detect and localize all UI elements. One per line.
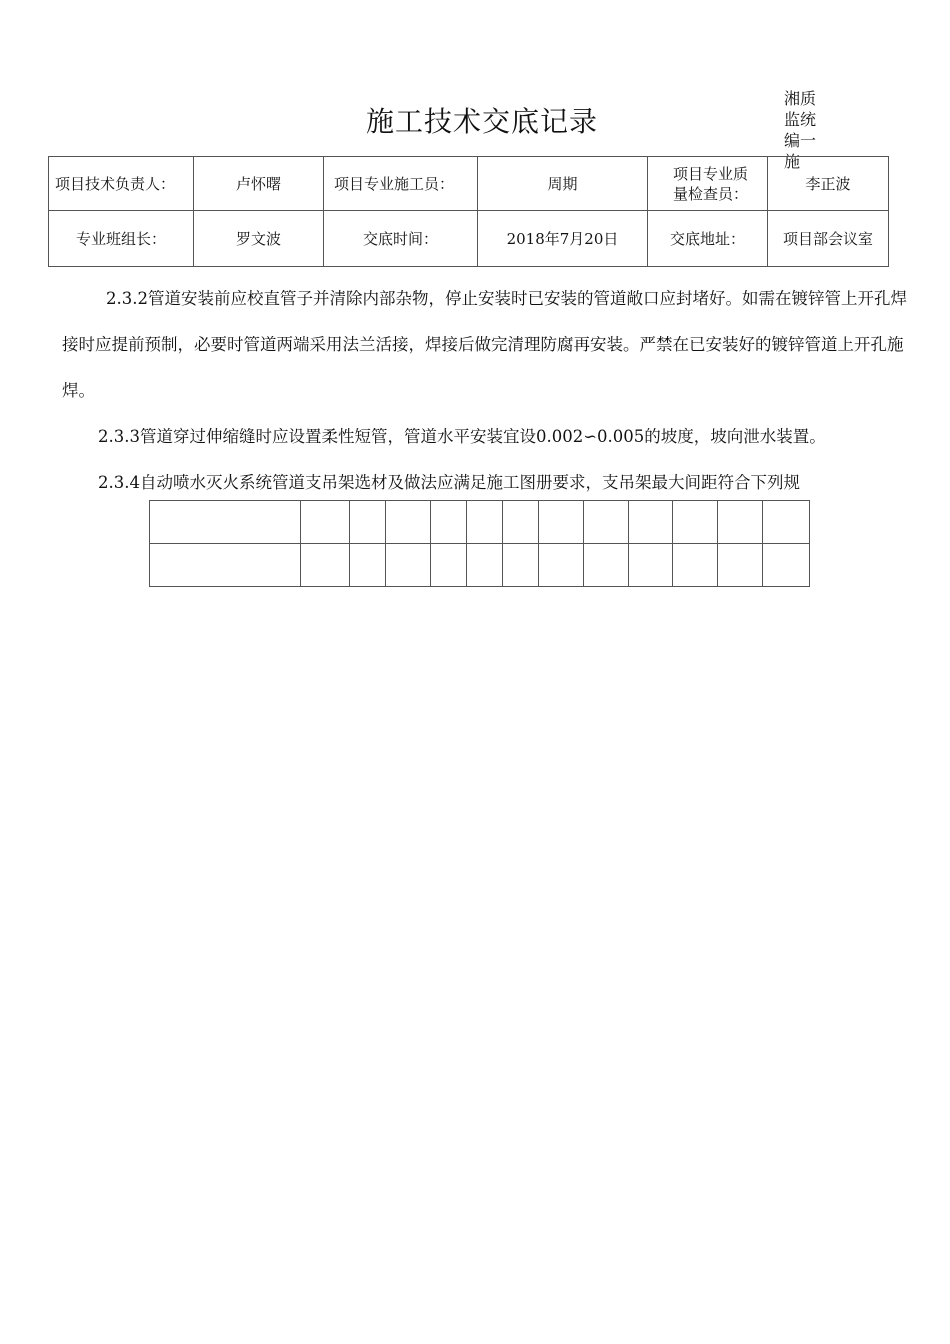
table-cell (467, 501, 503, 544)
table-cell (539, 544, 584, 587)
table-cell (584, 501, 629, 544)
table-cell (503, 501, 539, 544)
table-cell (763, 501, 810, 544)
team-leader-value: 罗文波 (194, 211, 324, 267)
tech-lead-label: 项目技术负责人： (49, 157, 194, 211)
table-cell (629, 501, 673, 544)
table-cell (467, 544, 503, 587)
table-cell (629, 544, 673, 587)
quality-inspector-label: 项目专业质量检查员： (648, 157, 768, 211)
table-cell (673, 544, 718, 587)
document-title: 施工技术交底记录 (366, 105, 599, 138)
briefing-time-value: 2018年7月20日 (478, 211, 648, 267)
table-cell (150, 501, 301, 544)
table-cell (673, 501, 718, 544)
header-row-2 (49, 211, 889, 267)
table-cell (350, 544, 386, 587)
hanger-spacing-table (149, 500, 810, 587)
quality-inspector-value: 李正波 (768, 157, 889, 211)
construction-staff-label: 项目专业施工员： (324, 157, 478, 211)
table-cell (431, 501, 467, 544)
paragraph-2-3-3: 2.3.3管道穿过伸缩缝时应设置柔性短管，管道水平安装宜设0.002∽0.005的坡度，坡向泄水装置。 (98, 427, 826, 446)
team-leader-label: 专业班组长： (49, 211, 194, 267)
header-info-table (48, 156, 889, 267)
table-cell (386, 501, 431, 544)
briefing-content (62, 276, 918, 506)
table-cell (718, 544, 763, 587)
briefing-place-label: 交底地址： (648, 211, 768, 267)
table-cell (763, 544, 810, 587)
table-cell (584, 544, 629, 587)
header-row-1 (49, 157, 889, 211)
briefing-place-value: 项目部会议室 (768, 211, 889, 267)
table-cell (301, 501, 350, 544)
table-cell (718, 501, 763, 544)
table-cell (150, 544, 301, 587)
paragraph-2-3-2: 2.3.2管道安装前应校直管子并清除内部杂物，停止安装时已安装的管道敞口应封堵好。如需在镀锌管上开孔焊接时应提前预制，必要时管道两端采用法兰活接，焊接后做完清理防腐再安装。严禁在已安装好的镀锌管道上开孔施焊。 (62, 289, 907, 400)
table-cell (503, 544, 539, 587)
form-code-note: 湘质监统编一施 (784, 89, 817, 171)
table-row (150, 501, 810, 544)
table-cell (350, 501, 386, 544)
table-cell (539, 501, 584, 544)
table-cell (431, 544, 467, 587)
construction-staff-value: 周期 (478, 157, 648, 211)
briefing-time-label: 交底时间： (324, 211, 478, 267)
table-cell (301, 544, 350, 587)
table-row (150, 544, 810, 587)
paragraph-2-3-4: 2.3.4自动喷水灭火系统管道支吊架选材及做法应满足施工图册要求，支吊架最大间距符合下列规 (98, 473, 800, 492)
tech-lead-value: 卢怀曙 (194, 157, 324, 211)
table-cell (386, 544, 431, 587)
